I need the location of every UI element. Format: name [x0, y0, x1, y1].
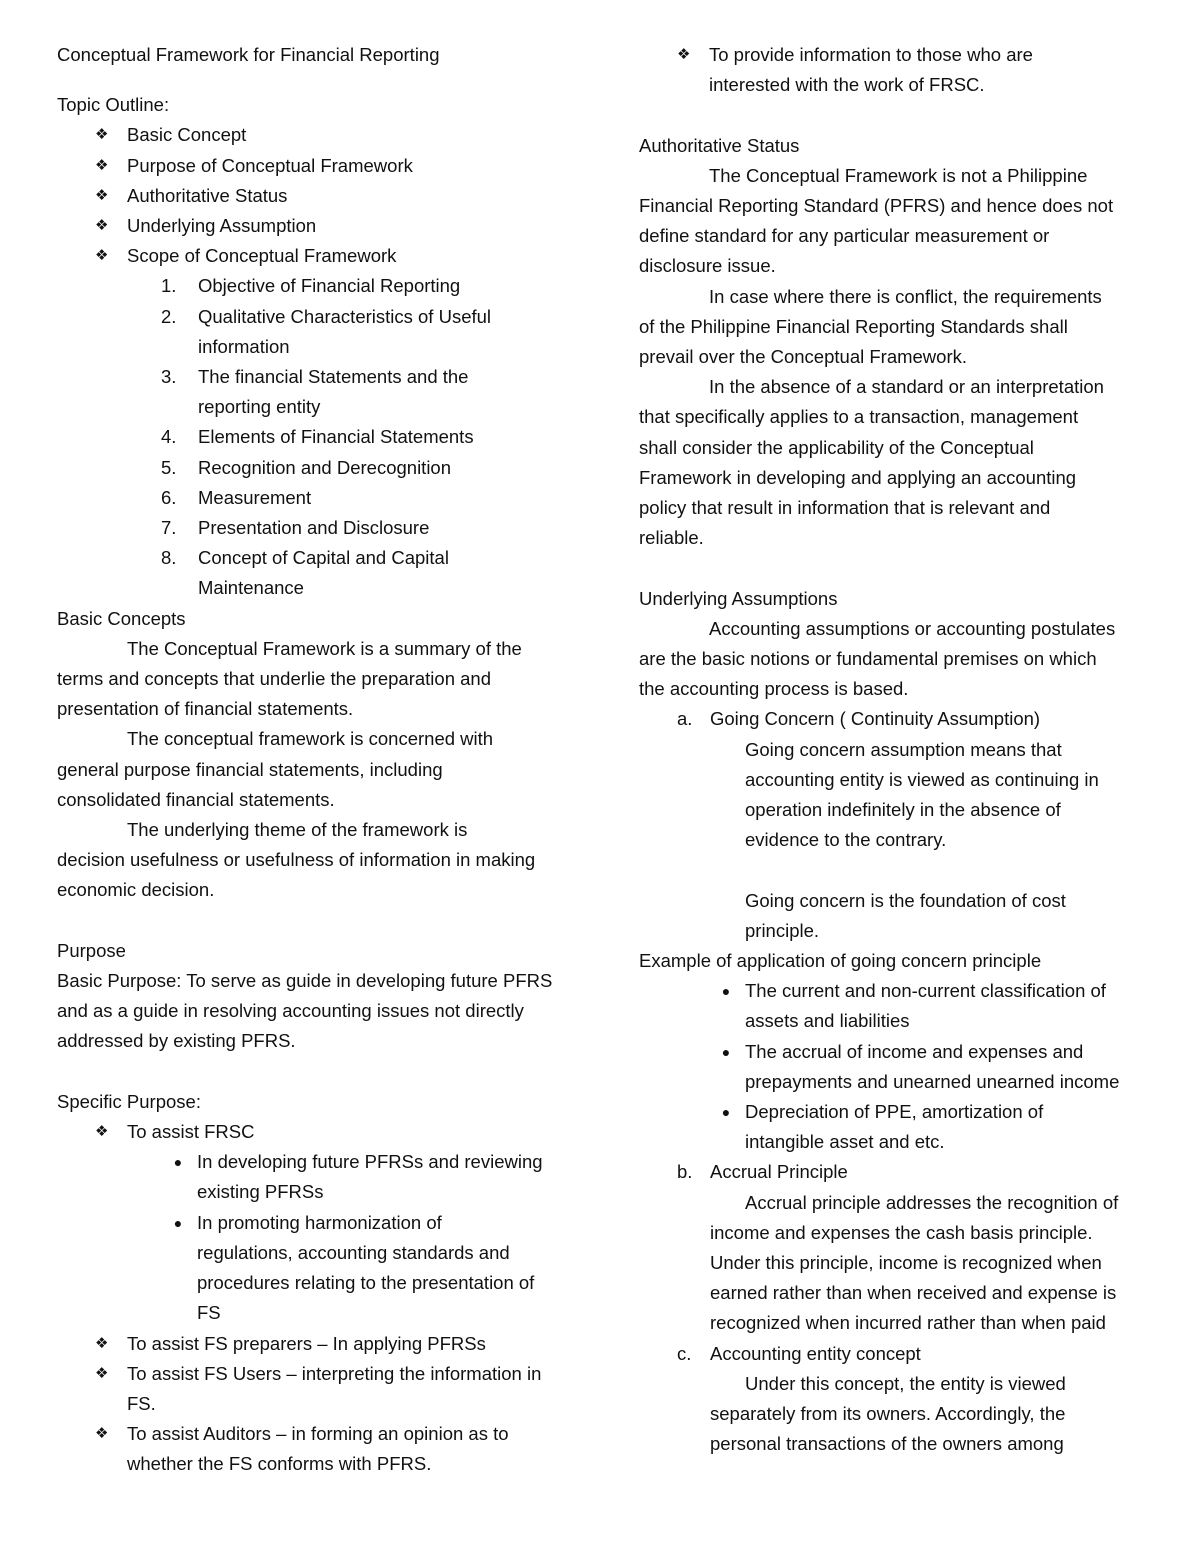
example-bullet-list [639, 976, 1154, 1157]
entity-text [639, 1369, 1154, 1460]
frsc-bullet [57, 1147, 577, 1207]
basic-purpose-text [57, 966, 577, 1057]
text-line: The financial Statements and the [198, 366, 469, 388]
text-line: The Conceptual Framework is not a Philippine [709, 164, 1088, 186]
list-letter: b. [677, 1161, 693, 1183]
item-text [198, 362, 468, 422]
text-line: economic decision. [57, 879, 215, 901]
paragraph [57, 815, 577, 906]
text-line: intangible asset and etc. [745, 1131, 945, 1153]
list-number: 2. [161, 305, 177, 327]
diamond-bullet-icon: ❖ [95, 247, 109, 265]
assist-frsc-item [57, 1117, 577, 1147]
paragraph [57, 634, 577, 725]
dot-bullet-icon: ● [721, 1104, 731, 1121]
text-line: operation indefinitely in the absence of [745, 799, 1061, 821]
text-line: Elements of Financial Statements [198, 426, 474, 448]
text-line: In developing future PFRSs and reviewing [197, 1151, 543, 1173]
section-title-row [639, 1339, 1154, 1369]
text-line: Under this concept, the entity is viewed [745, 1372, 1066, 1394]
text-line: To provide information to those who are [709, 44, 1033, 65]
item-text [745, 1097, 1043, 1157]
text-line: reporting entity [198, 396, 321, 418]
text-line: Measurement [198, 486, 312, 508]
item-text [127, 1359, 541, 1419]
text-line: Framework in developing and applying an accounting [639, 466, 1077, 488]
scope-list [57, 271, 577, 603]
section-title: Accounting entity concept [710, 1342, 921, 1364]
text-line: decision usefulness or usefulness of information in making [57, 849, 536, 871]
item-text [198, 271, 460, 301]
paragraph [639, 614, 1154, 705]
section-title: Going Concern ( Continuity Assumption) [710, 708, 1041, 730]
right-column [639, 40, 1154, 1460]
scope-item [57, 271, 577, 301]
text-line: Under this principle, income is recognized when [710, 1252, 1102, 1274]
scope-item [57, 483, 577, 513]
scope-item [57, 422, 577, 452]
item-text [745, 1037, 1119, 1097]
text-line: In promoting harmonization of [197, 1211, 442, 1233]
text-line: and as a guide in resolving accounting issues not directly [57, 1000, 524, 1022]
text-line: The Conceptual Framework is a summary of the [127, 637, 522, 659]
outline-item [57, 241, 577, 271]
list-number: 6. [161, 486, 177, 508]
text-line: prevail over the Conceptual Framework. [639, 346, 968, 368]
frsc-bullet-list [57, 1147, 577, 1328]
text-line: separately from its owners. Accordingly, the [710, 1403, 1066, 1425]
example-bullet [639, 1097, 1154, 1157]
text-line: shall consider the applicability of the Conceptual [639, 436, 1034, 458]
item-text [745, 976, 1106, 1036]
item-text [198, 453, 451, 483]
item-text [198, 543, 449, 603]
item-text [197, 1147, 543, 1207]
text-line: Presentation and Disclosure [198, 517, 430, 539]
text-line: principle. [745, 919, 820, 941]
dot-bullet-icon: ● [173, 1154, 183, 1171]
accounting-entity-section [639, 1339, 1154, 1460]
scope-item [57, 362, 577, 422]
accrual-text [639, 1188, 1154, 1339]
text-line: presentation of financial statements. [57, 698, 354, 720]
text-line: To assist Auditors – in forming an opinion as to [127, 1423, 509, 1445]
item-text [127, 151, 413, 181]
text-line: Recognition and Derecognition [198, 456, 452, 478]
text-line: Objective of Financial Reporting [198, 275, 461, 297]
text-line: The accrual of income and expenses and [745, 1040, 1084, 1062]
text-line: define standard for any particular measurement or [639, 225, 1050, 247]
text-line: To assist FS Users – interpreting the information in [127, 1362, 542, 1384]
list-letter: c. [677, 1342, 692, 1364]
underlying-assumptions-body [639, 614, 1154, 705]
scope-item [57, 453, 577, 483]
outline-item [57, 120, 577, 150]
item-text [127, 1419, 509, 1479]
text-line: assets and liabilities [745, 1010, 910, 1032]
text-line: Purpose of Conceptual Framework [127, 154, 413, 176]
item-text [709, 40, 1033, 100]
outline-item [57, 211, 577, 241]
paragraph [639, 161, 1154, 282]
text-line: Concept of Capital and Capital [198, 547, 449, 569]
text-line: procedures relating to the presentation of [197, 1272, 535, 1294]
text-line: terms and concepts that underlie the preparation and [57, 668, 492, 690]
going-concern-text [639, 735, 1154, 856]
text-line: Basic Purpose: To serve as guide in developing future PFRS [57, 970, 553, 992]
item-text [197, 1208, 534, 1329]
assist-item [57, 1419, 577, 1479]
paragraph [639, 372, 1154, 553]
text-line: Financial Reporting Standard (PFRS) and hence does not [639, 195, 1114, 216]
text-line: consolidated financial statements. [57, 788, 335, 810]
list-number: 7. [161, 517, 177, 539]
basic-purpose-lines [57, 966, 577, 1057]
text-line: The conceptual framework is concerned with [127, 728, 494, 750]
underlying-assumptions-heading: Underlying Assumptions [639, 587, 838, 609]
authoritative-status-body [639, 161, 1154, 554]
example-bullet [639, 976, 1154, 1036]
text-line: The current and non-current classification of [745, 980, 1106, 1002]
provide-info-item [639, 40, 1154, 100]
paragraph [639, 282, 1154, 373]
text-line: that specifically applies to a transaction, management [639, 406, 1079, 428]
text-line: In the absence of a standard or an interpretation [709, 376, 1104, 398]
text-line: are the basic notions or fundamental premises on which [639, 648, 1097, 670]
text-line: reliable. [639, 527, 704, 549]
outline-item [57, 181, 577, 211]
text-line: interested with the work of FRSC. [709, 74, 985, 96]
item-text [198, 302, 491, 362]
paragraph [57, 724, 577, 815]
text-line: Authoritative Status [127, 184, 288, 206]
text-line: of the Philippine Financial Reporting Standards shall [639, 315, 1068, 337]
text-line: accounting entity is viewed as continuing in [745, 768, 1099, 790]
text-line: In case where there is conflict, the requirements [709, 285, 1102, 307]
scope-item [57, 513, 577, 543]
text-line: evidence to the contrary. [745, 829, 947, 851]
text-line: FS [197, 1302, 221, 1324]
text-line: regulations, accounting standards and [197, 1241, 510, 1263]
dot-bullet-icon: ● [721, 983, 731, 1000]
spacer [639, 855, 1154, 885]
example-heading: Example of application of going concern principle [639, 950, 1042, 972]
item-text [127, 181, 287, 211]
text-line: disclosure issue. [639, 255, 776, 277]
diamond-bullet-icon: ❖ [95, 1425, 109, 1443]
diamond-bullet-icon: ❖ [677, 46, 691, 63]
text-line: The underlying theme of the framework is [127, 819, 468, 841]
item-text [198, 513, 429, 543]
diamond-bullet-icon: ❖ [95, 217, 109, 235]
assist-frsc-label: To assist FRSC [127, 1121, 255, 1143]
text-line: existing PFRSs [197, 1181, 324, 1203]
scope-item [57, 543, 577, 603]
text-line: personal transactions of the owners among [710, 1433, 1064, 1455]
text-line: Qualitative Characteristics of Useful [198, 305, 492, 327]
provide-item [639, 40, 1154, 100]
text-line: the accounting process is based. [639, 678, 909, 700]
basic-concepts-body [57, 634, 577, 906]
text-line: Underlying Assumption [127, 215, 317, 237]
text-line: Going concern is the foundation of cost [745, 889, 1066, 911]
text-line: earned rather than when received and expense is [710, 1282, 1117, 1304]
item-text [198, 483, 311, 513]
list-number: 1. [161, 275, 177, 297]
text-line: Accrual principle addresses the recognition of [745, 1191, 1119, 1213]
dot-bullet-icon: ● [721, 1043, 731, 1060]
diamond-bullet-icon: ❖ [95, 1123, 109, 1141]
diamond-bullet-icon: ❖ [95, 186, 109, 204]
item-text [127, 120, 246, 150]
text-line: Basic Concept [127, 124, 247, 146]
document-title: Conceptual Framework for Financial Reporting [57, 44, 440, 65]
list-number: 4. [161, 426, 177, 448]
text-line: Going concern assumption means that [745, 738, 1062, 760]
section-title-row [639, 1157, 1154, 1187]
text-line: Accounting assumptions or accounting postulates [709, 617, 1116, 639]
text-line: Maintenance [198, 577, 304, 599]
going-concern-text-2 [639, 886, 1154, 946]
item-text [198, 422, 474, 452]
specific-purpose-heading: Specific Purpose: [57, 1090, 201, 1112]
frsc-bullet [57, 1208, 577, 1329]
dot-bullet-icon: ● [173, 1214, 183, 1231]
list-letter: a. [677, 708, 693, 730]
item-text [127, 241, 396, 271]
basic-concepts-heading: Basic Concepts [57, 607, 186, 629]
text-line: To assist FS preparers – In applying PFRSs [127, 1332, 486, 1354]
text-line: recognized when incurred rather than when paid [710, 1312, 1106, 1334]
item-text [127, 211, 316, 241]
text-line: Depreciation of PPE, amortization of [745, 1101, 1044, 1123]
scope-item [57, 302, 577, 362]
text-line: whether the FS conforms with PFRS. [127, 1453, 432, 1475]
list-number: 8. [161, 547, 177, 569]
diamond-bullet-icon: ❖ [95, 1364, 109, 1382]
section-title: Accrual Principle [710, 1161, 848, 1183]
topic-outline-list [57, 120, 577, 271]
diamond-bullet-icon: ❖ [95, 156, 109, 174]
outline-heading: Topic Outline: [57, 94, 170, 116]
text-line: income and expenses the cash basis principle. [710, 1221, 1093, 1243]
text-line: general purpose financial statements, including [57, 758, 443, 780]
text-line: Scope of Conceptual Framework [127, 245, 397, 267]
authoritative-status-heading: Authoritative Status [639, 134, 800, 156]
item-text [127, 1329, 486, 1359]
text-line: addressed by existing PFRS. [57, 1030, 296, 1052]
list-number: 5. [161, 456, 177, 478]
text-line: information [198, 335, 290, 357]
text-line: FS. [127, 1392, 156, 1414]
list-number: 3. [161, 366, 177, 388]
left-column [57, 40, 577, 1480]
outline-item [57, 151, 577, 181]
going-concern-section [639, 704, 1154, 946]
section-title-row [639, 704, 1154, 734]
example-bullet [639, 1037, 1154, 1097]
accrual-principle-section [639, 1157, 1154, 1338]
assist-list [57, 1329, 577, 1480]
text-line: prepayments and unearned unearned income [745, 1070, 1120, 1092]
diamond-bullet-icon: ❖ [95, 126, 109, 144]
assist-item [57, 1359, 577, 1419]
diamond-bullet-icon: ❖ [95, 1334, 109, 1352]
text-line: policy that result in information that is relevant and [639, 497, 1051, 519]
assist-item [57, 1329, 577, 1359]
purpose-heading: Purpose [57, 939, 126, 961]
